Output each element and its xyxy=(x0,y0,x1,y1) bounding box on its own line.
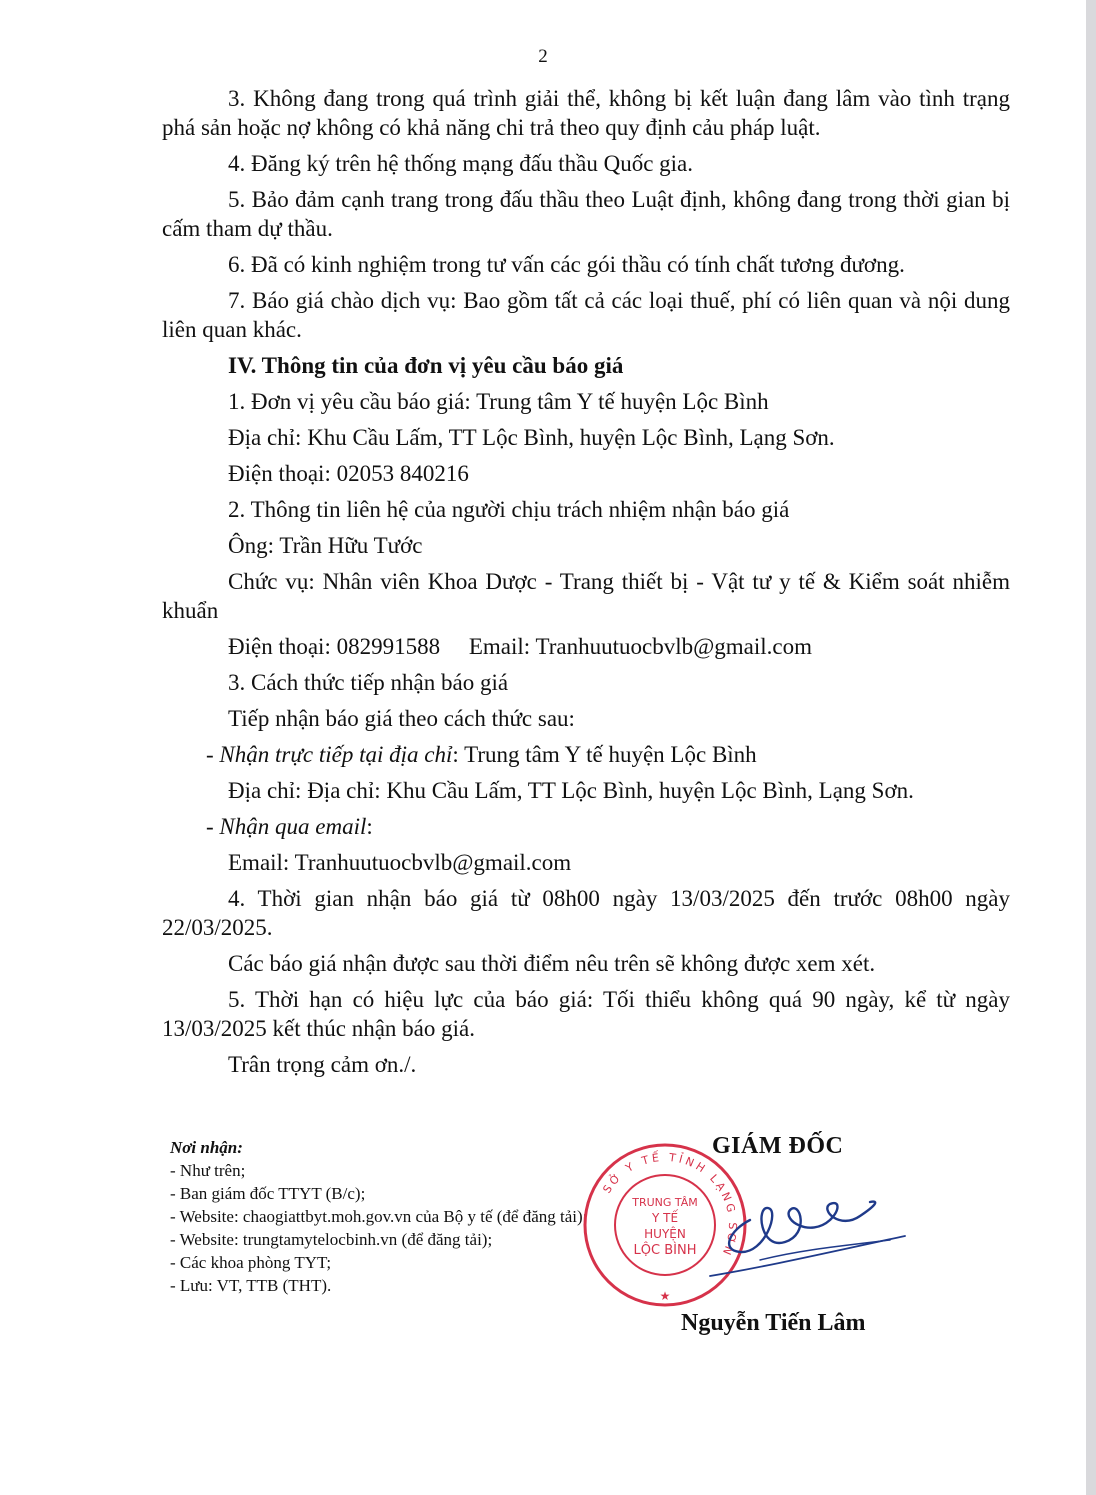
page-number: 2 xyxy=(538,46,548,67)
paragraph-item-4: 4. Đăng ký trên hệ thống mạng đấu thầu Quốc gia. xyxy=(228,151,693,176)
info-validity: 5. Thời hạn có hiệu lực của báo giá: Tối thiểu không quá 90 ngày, kể từ ngày 13/03/2025 kết thúc nhận báo giá. xyxy=(162,987,1010,1041)
section-heading-text: IV. Thông tin của đơn vị yêu cầu báo giá xyxy=(228,353,624,378)
recipients-title: Nơi nhận: xyxy=(170,1138,243,1157)
paragraph-item-6: 6. Đã có kinh nghiệm trong tư vấn các gói thầu có tính chất tương đương. xyxy=(228,252,905,277)
info-method-direct-label: - Nhận trực tiếp tại địa chỉ xyxy=(206,742,453,767)
info-contact-name: Ông: Trần Hữu Tước xyxy=(228,533,423,558)
info-time-window: 4. Thời gian nhận báo giá từ 08h00 ngày 13/03/2025 đến trước 08h00 ngày 22/03/2025. xyxy=(162,886,1010,940)
paragraph-item-7: 7. Báo giá chào dịch vụ: Bao gồm tất cả các loại thuế, phí có liên quan và nội dung liên quan khác. xyxy=(162,288,1010,342)
recipients-block xyxy=(170,1136,590,1297)
info-requesting-unit: 1. Đơn vị yêu cầu báo giá: Trung tâm Y tế huyện Lộc Bình xyxy=(228,389,769,414)
info-method-direct-address: Địa chỉ: Địa chỉ: Khu Cầu Lấm, TT Lộc Bình, huyện Lộc Bình, Lạng Sơn. xyxy=(228,778,914,803)
svg-text:SỞ Y TẾ TỈNH LẠNG SƠN: SỞ Y TẾ TỈNH LẠNG SƠN xyxy=(600,1150,740,1260)
closing-thanks: Trân trọng cảm ơn./. xyxy=(228,1052,417,1077)
recipient-item: - Như trên; xyxy=(170,1161,246,1180)
svg-text:TRUNG TÂM: TRUNG TÂM xyxy=(632,1196,698,1209)
info-method-email-address: Email: Tranhuutuocbvlb@gmail.com xyxy=(228,850,572,875)
signer-name: Nguyễn Tiến Lâm xyxy=(681,1310,866,1336)
info-method-intro: Tiếp nhận báo giá theo cách thức sau: xyxy=(228,706,575,731)
handwritten-signature-icon xyxy=(690,1180,910,1290)
info-late-notice: Các báo giá nhận được sau thời điểm nêu trên sẽ không được xem xét. xyxy=(228,951,876,976)
svg-text:★: ★ xyxy=(659,1289,671,1303)
info-method-email-colon: : xyxy=(366,814,373,839)
section-heading xyxy=(162,351,1010,380)
svg-text:HUYỆN: HUYỆN xyxy=(644,1227,686,1241)
svg-text:Y TẾ: Y TẾ xyxy=(651,1211,679,1225)
info-method-direct xyxy=(162,740,1010,769)
paragraph-item-5: 5. Bảo đảm cạnh trang trong đấu thầu theo Luật định, không đang trong thời gian bị cấm tham dự thầu. xyxy=(162,187,1010,241)
info-contact-phone-email: Điện thoại: 082991588 Email: Tranhuutuocbvlb@gmail.com xyxy=(228,634,812,659)
recipient-item: - Ban giám đốc TTYT (B/c); xyxy=(170,1184,366,1203)
document-body xyxy=(162,84,1010,1086)
scan-edge-strip xyxy=(1086,0,1096,1495)
recipient-item: - Website: chaogiattbyt.moh.gov.vn của Bộ y tế (để đăng tải); xyxy=(170,1207,588,1226)
info-contact-heading: 2. Thông tin liên hệ của người chịu trách nhiệm nhận báo giá xyxy=(228,497,790,522)
recipient-item: - Website: trungtamytelocbinh.vn (để đăng tải); xyxy=(170,1230,493,1249)
info-method-heading: 3. Cách thức tiếp nhận báo giá xyxy=(228,670,509,695)
signature-title: GIÁM ĐỐC xyxy=(712,1133,844,1159)
recipient-item: - Lưu: VT, TTB (THT). xyxy=(170,1276,332,1295)
info-method-email xyxy=(162,812,1010,841)
info-method-email-label: - Nhận qua email xyxy=(206,814,367,839)
info-contact-position: Chức vụ: Nhân viên Khoa Dược - Trang thiết bị - Vật tư y tế & Kiểm soát nhiễm khuẩn xyxy=(162,569,1010,623)
svg-text:LỘC BÌNH: LỘC BÌNH xyxy=(633,1243,697,1258)
info-address: Địa chỉ: Khu Cầu Lấm, TT Lộc Bình, huyện Lộc Bình, Lạng Sơn. xyxy=(228,425,835,450)
info-method-direct-value: : Trung tâm Y tế huyện Lộc Bình xyxy=(452,742,757,767)
recipient-item: - Các khoa phòng TYT; xyxy=(170,1253,332,1272)
info-phone: Điện thoại: 02053 840216 xyxy=(228,461,469,486)
paragraph-item-3: 3. Không đang trong quá trình giải thể, không bị kết luận đang lâm vào tình trạng phá sản hoặc nợ không có khả năng chi trả theo quy định cảu pháp luật. xyxy=(162,86,1010,140)
